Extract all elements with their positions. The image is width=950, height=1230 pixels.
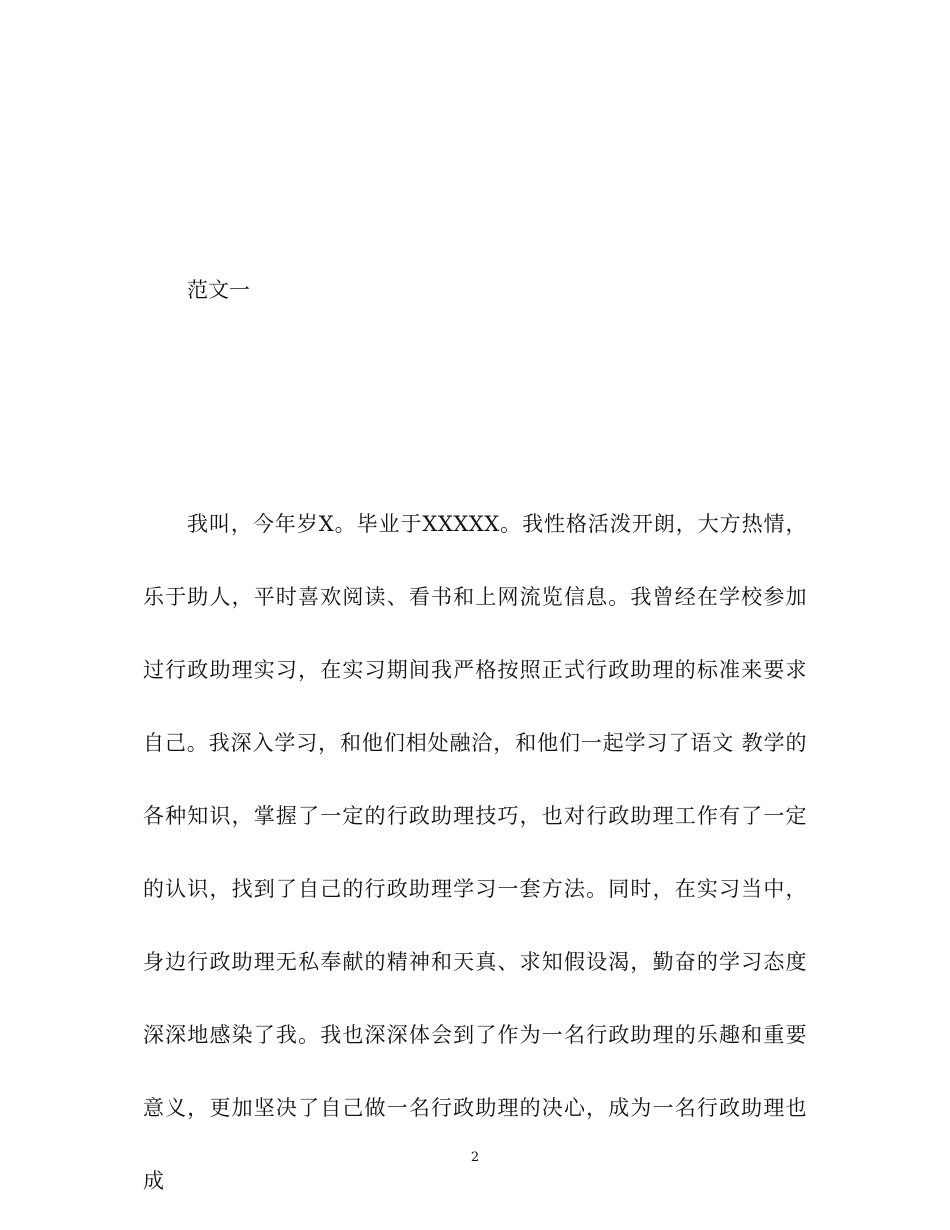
section-heading: 范文一 bbox=[187, 278, 250, 302]
body-paragraph: 我叫，今年岁X。毕业于XXXXX。我性格活泼开朗，大方热情，乐于助人，平时喜欢阅读、看书和上网流览信息。我曾经在学校参加过行政助理实习，在实习期间我严格按照正式行政助理的标准来要求自己。我深入学习，和他们相处融洽，和他们一起学习了语文 教学的各种知识，掌握了一定的行政助理技巧，也对行政助理工作有了一定的认识，找到了自己的行政助理学习一套方法。同时，在实习当中，身边行政助理无私奉献的精神和天真、求知假设渴，勤奋的学习态度深深地感染了我。我也深深体会到了作为一名行政助理的乐趣和重要意义，更加坚决了自己做一名行政助理的决心，成为一名行政助理也成 bbox=[143, 512, 807, 1193]
page-number: 2 bbox=[470, 1150, 480, 1165]
